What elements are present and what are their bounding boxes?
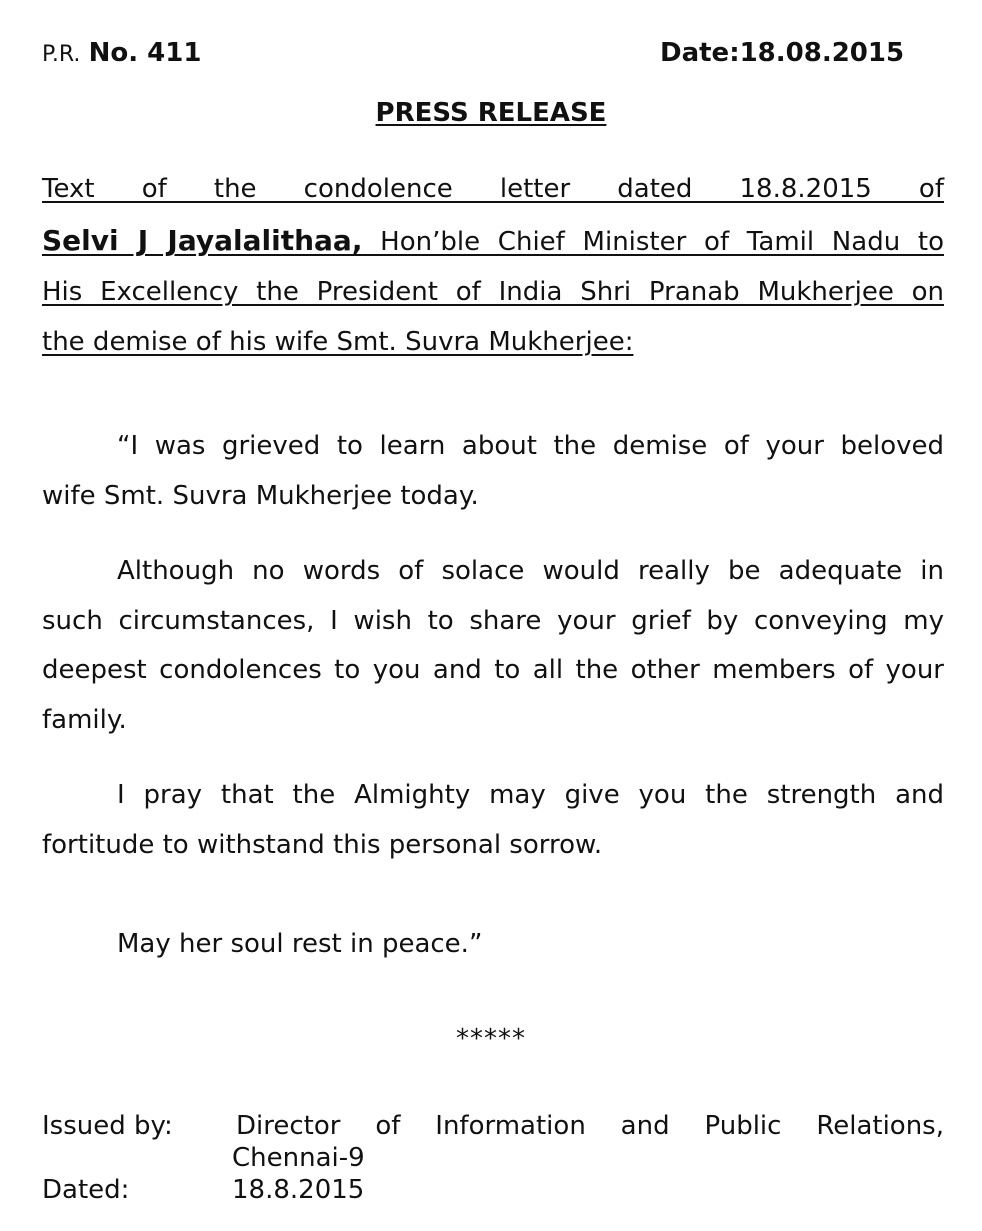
issued-by-city: Chennai-9	[232, 1143, 365, 1173]
paragraph-3-line-1: I pray that the Almighty may give you the strength and	[117, 780, 944, 810]
paragraph-2-line-1: Although no words of solace would really be adequate in	[117, 556, 944, 586]
press-release-number	[42, 38, 201, 68]
page-title: PRESS RELEASE	[375, 98, 607, 128]
paragraph-1-line-2: wife Smt. Suvra Mukherjee today.	[42, 481, 479, 511]
paragraph-2-line-2: such circumstances, I wish to share your grief by conveying my	[42, 606, 944, 636]
pr-label: P.R.	[42, 42, 81, 67]
paragraph-3-line-2: fortitude to withstand this personal sorrow.	[42, 830, 603, 860]
intro-line-4: the demise of his wife Smt. Suvra Mukherjee:	[42, 327, 634, 357]
release-date: Date:18.08.2015	[660, 38, 905, 68]
separator-stars: *****	[456, 1024, 526, 1054]
paragraph-1-line-1: “I was grieved to learn about the demise of your beloved	[117, 431, 944, 461]
paragraph-2-line-4: family.	[42, 705, 127, 735]
intro-line-3: His Excellency the President of India Shri Pranab Mukherjee on	[42, 277, 944, 307]
intro-line-2	[42, 224, 944, 257]
pr-number: No. 411	[88, 38, 202, 68]
intro-line-1: Text of the condolence letter dated 18.8.2015 of	[42, 174, 944, 204]
issued-by-value: Director of Information and Public Relations,	[236, 1111, 944, 1141]
sender-title: Hon’ble Chief Minister of Tamil Nadu to	[362, 227, 944, 257]
dated-value: 18.8.2015	[232, 1175, 365, 1205]
paragraph-2-line-3: deepest condolences to you and to all the other members of your	[42, 655, 944, 685]
issued-by-label: Issued by:	[42, 1111, 173, 1141]
dated-label: Dated:	[42, 1175, 130, 1205]
sender-name: Selvi J Jayalalithaa,	[42, 224, 363, 257]
paragraph-4-line-1: May her soul rest in peace.”	[117, 929, 483, 959]
